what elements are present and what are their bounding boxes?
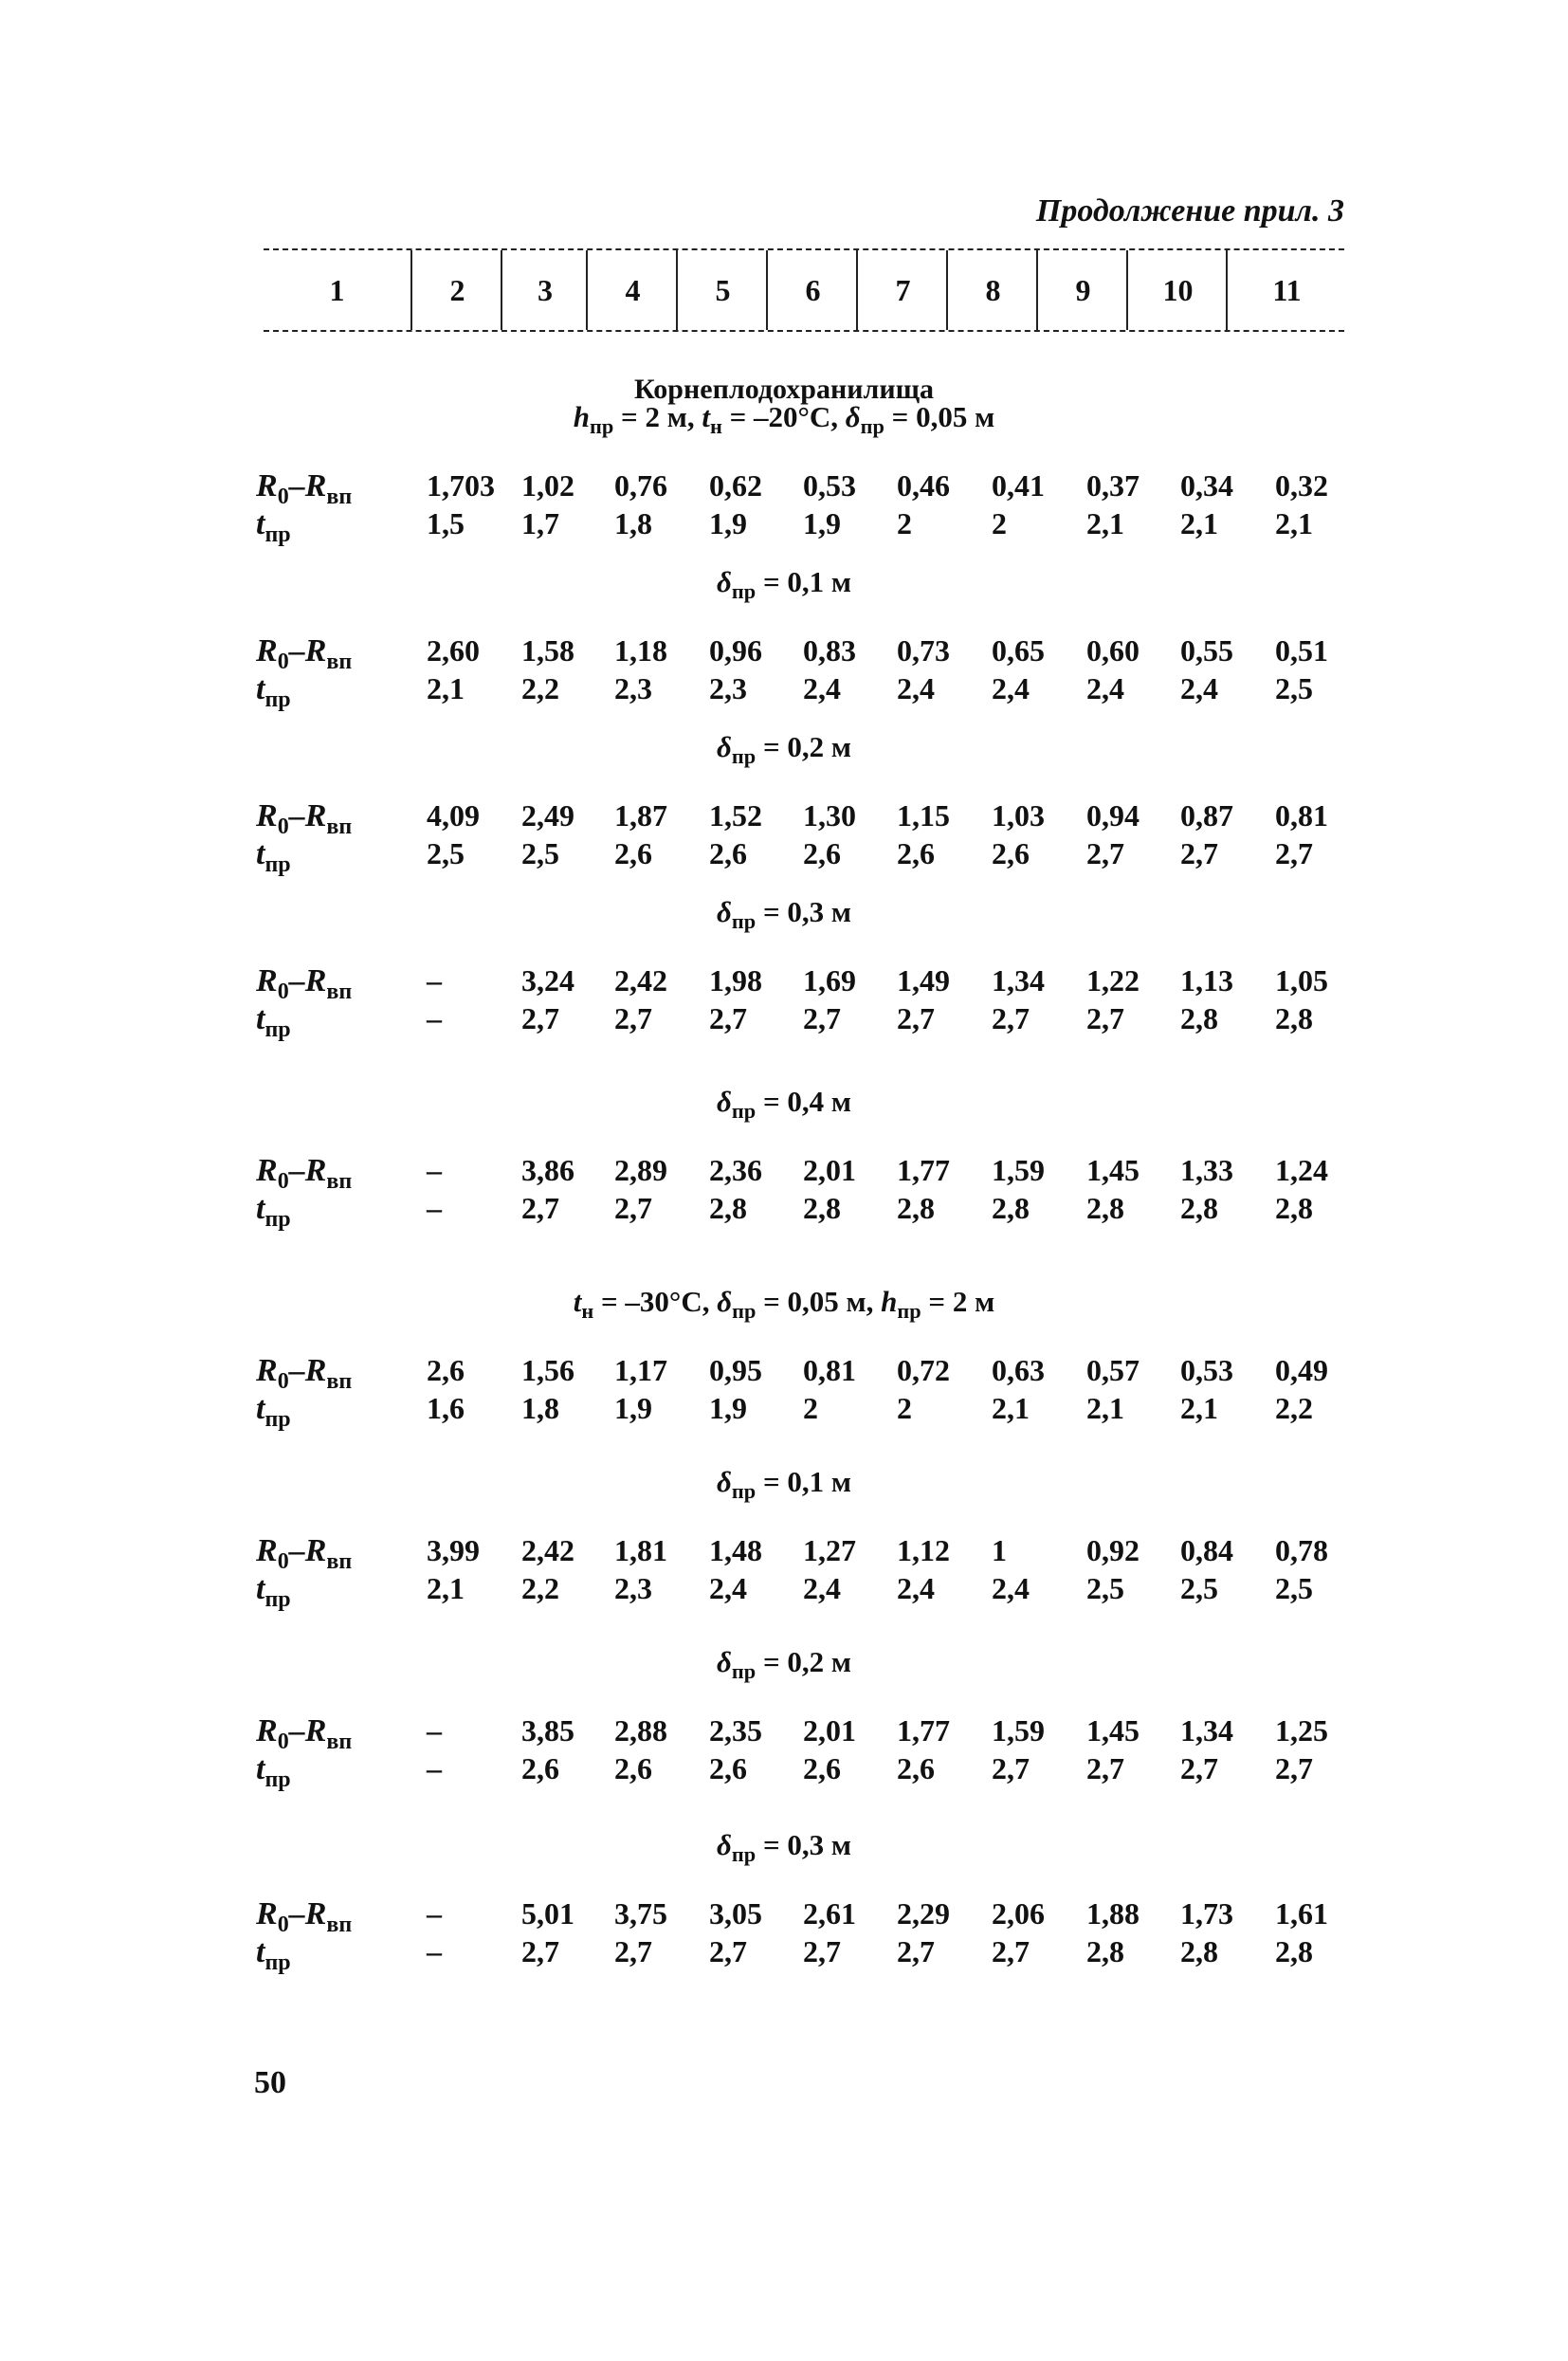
cell-value: 2,7 (521, 1934, 559, 1968)
cell-value: 2,1 (992, 1391, 1030, 1425)
cell-value: 2,8 (1275, 1191, 1313, 1225)
cell-value: 1,25 (1275, 1713, 1328, 1748)
cell-value: – (427, 1751, 442, 1785)
cell-value: 2,8 (709, 1191, 747, 1225)
cell-value: 1,34 (1180, 1713, 1233, 1748)
row-label-t-pr: $t_{пр}$ (256, 1391, 291, 1432)
cell-value: 0,32 (1275, 468, 1328, 503)
cell-value: 2,42 (521, 1533, 574, 1567)
condition-heading: $h_{пр} = 2$ м, $t_н = -20^\circ C$, $\delta_{пр} = 0,05$ м (573, 400, 995, 439)
cell-value: – (427, 1713, 442, 1748)
cell-value: – (427, 1153, 442, 1187)
cell-value: 2,89 (614, 1153, 667, 1187)
cell-value: 0,92 (1086, 1533, 1140, 1567)
row-label-r0-rvp: $R_0-R_{вп}$ (256, 1713, 353, 1754)
row-label-t-pr: $t_{пр}$ (256, 671, 291, 712)
table-row-t-pr (0, 671, 1568, 713)
cell-value: 2,1 (1180, 1391, 1218, 1425)
cell-value: 2,7 (1275, 1751, 1313, 1785)
cell-value: 2,6 (992, 836, 1030, 870)
table-row-r0-rvp (0, 468, 1568, 510)
row-label-r0-rvp: $R_0-R_{вп}$ (256, 1533, 353, 1574)
cell-value: 2,4 (992, 1571, 1030, 1605)
cell-value: 2,01 (803, 1713, 856, 1748)
cell-value: 1,5 (427, 506, 465, 540)
cell-value: 1,45 (1086, 1713, 1140, 1748)
condition-heading: $\delta_{пр} = 0,3$ м (717, 895, 851, 934)
row-label-r0-rvp: $R_0-R_{вп}$ (256, 468, 353, 509)
page-number: 50 (254, 2065, 286, 2100)
cell-value: 3,24 (521, 963, 574, 997)
cell-value: 2,29 (897, 1896, 950, 1931)
column-number-6: 6 (766, 250, 858, 330)
cell-value: 1,24 (1275, 1153, 1328, 1187)
cell-value: 2,2 (521, 1571, 559, 1605)
condition-heading: $\delta_{пр} = 0,1$ м (717, 1465, 851, 1504)
column-number-8: 8 (946, 250, 1038, 330)
cell-value: 1,18 (614, 633, 667, 668)
condition-heading: $\delta_{пр} = 0,3$ м (717, 1828, 851, 1867)
cell-value: 2,8 (1180, 1934, 1218, 1968)
cell-value: 0,55 (1180, 633, 1233, 668)
cell-value: 1,33 (1180, 1153, 1233, 1187)
table-row-t-pr (0, 1001, 1568, 1043)
row-label-t-pr: $t_{пр}$ (256, 836, 291, 877)
cell-value: 1,27 (803, 1533, 856, 1567)
cell-value: – (427, 963, 442, 997)
row-label-t-pr: $t_{пр}$ (256, 1751, 291, 1792)
cell-value: 1,77 (897, 1713, 950, 1748)
cell-value: – (427, 1896, 442, 1931)
condition-heading: $\delta_{пр} = 0,2$ м (717, 1645, 851, 1684)
cell-value: 1,98 (709, 963, 762, 997)
cell-value: 3,99 (427, 1533, 480, 1567)
cell-value: 2,5 (1086, 1571, 1124, 1605)
row-label-r0-rvp: $R_0-R_{вп}$ (256, 798, 353, 839)
cell-value: 2,4 (1086, 671, 1124, 705)
cell-value: 2,7 (992, 1934, 1030, 1968)
cell-value: 2,7 (992, 1001, 1030, 1035)
cell-value: 0,72 (897, 1353, 950, 1387)
cell-value: 5,01 (521, 1896, 574, 1931)
cell-value: 1,48 (709, 1533, 762, 1567)
cell-value: 1,30 (803, 798, 856, 833)
cell-value: 2,6 (897, 1751, 935, 1785)
cell-value: 0,76 (614, 468, 667, 503)
cell-value: 2,8 (803, 1191, 841, 1225)
cell-value: 2,7 (614, 1191, 652, 1225)
cell-value: 3,86 (521, 1153, 574, 1187)
cell-value: 0,87 (1180, 798, 1233, 833)
table-row-r0-rvp (0, 963, 1568, 1005)
cell-value: 2,6 (897, 836, 935, 870)
cell-value: 2,7 (1180, 1751, 1218, 1785)
row-label-r0-rvp: $R_0-R_{вп}$ (256, 1353, 353, 1394)
cell-value: 0,81 (803, 1353, 856, 1387)
cell-value: 2,6 (709, 836, 747, 870)
cell-value: 2,7 (1180, 836, 1218, 870)
cell-value: 1,05 (1275, 963, 1328, 997)
cell-value: 1,6 (427, 1391, 465, 1425)
cell-value: 1,61 (1275, 1896, 1328, 1931)
cell-value: 0,37 (1086, 468, 1140, 503)
table-row-t-pr (0, 506, 1568, 548)
column-number-11: 11 (1226, 250, 1346, 330)
cell-value: 2,6 (709, 1751, 747, 1785)
table-row-t-pr (0, 1571, 1568, 1613)
cell-value: 0,84 (1180, 1533, 1233, 1567)
table-row-r0-rvp (0, 1533, 1568, 1575)
cell-value: 2,6 (614, 836, 652, 870)
cell-value: 3,75 (614, 1896, 667, 1931)
table-row-r0-rvp (0, 633, 1568, 675)
cell-value: – (427, 1191, 442, 1225)
cell-value: 2 (803, 1391, 818, 1425)
cell-value: 1,13 (1180, 963, 1233, 997)
cell-value: 2,7 (992, 1751, 1030, 1785)
row-label-t-pr: $t_{пр}$ (256, 1934, 291, 1975)
column-number-10: 10 (1126, 250, 1228, 330)
cell-value: 0,34 (1180, 468, 1233, 503)
cell-value: 0,57 (1086, 1353, 1140, 1387)
cell-value: 1,59 (992, 1153, 1045, 1187)
cell-value: 1,703 (427, 468, 495, 503)
cell-value: 2,7 (1275, 836, 1313, 870)
cell-value: 2,7 (709, 1001, 747, 1035)
table-row-t-pr (0, 1751, 1568, 1793)
cell-value: 2,2 (1275, 1391, 1313, 1425)
table-row-r0-rvp (0, 1153, 1568, 1195)
cell-value: 2,7 (897, 1934, 935, 1968)
cell-value: 0,60 (1086, 633, 1140, 668)
cell-value: 2,7 (803, 1001, 841, 1035)
cell-value: 0,73 (897, 633, 950, 668)
cell-value: 2,1 (1180, 506, 1218, 540)
column-number-1: 1 (329, 273, 345, 307)
cell-value: 2,2 (521, 671, 559, 705)
cell-value: 2,7 (1086, 1001, 1124, 1035)
table-row-t-pr (0, 1191, 1568, 1233)
cell-value: 1,73 (1180, 1896, 1233, 1931)
cell-value: 0,63 (992, 1353, 1045, 1387)
cell-value: 2,88 (614, 1713, 667, 1748)
cell-value: 2,3 (614, 1571, 652, 1605)
cell-value: 2,6 (803, 836, 841, 870)
cell-value: 2,5 (1275, 1571, 1313, 1605)
column-number-9: 9 (1036, 250, 1128, 330)
cell-value: 1,77 (897, 1153, 950, 1187)
cell-value: 1,59 (992, 1713, 1045, 1748)
cell-value: 2,36 (709, 1153, 762, 1187)
cell-value: 1,7 (521, 506, 559, 540)
cell-value: 1,45 (1086, 1153, 1140, 1187)
cell-value: 0,83 (803, 633, 856, 668)
row-label-r0-rvp: $R_0-R_{вп}$ (256, 1153, 353, 1194)
table-row-r0-rvp (0, 798, 1568, 840)
cell-value: 2,35 (709, 1713, 762, 1748)
cell-value: 1,15 (897, 798, 950, 833)
cell-value: 2,4 (992, 671, 1030, 705)
cell-value: 2,6 (521, 1751, 559, 1785)
cell-value: 2,4 (1180, 671, 1218, 705)
cell-value: 1,56 (521, 1353, 574, 1387)
cell-value: 2,1 (427, 671, 465, 705)
section-title: Корнеплодохранилища (634, 374, 934, 405)
cell-value: 2,5 (521, 836, 559, 870)
cell-value: 1,49 (897, 963, 950, 997)
cell-value: 2 (897, 506, 912, 540)
cell-value: 2,3 (709, 671, 747, 705)
cell-value: 1,03 (992, 798, 1045, 833)
cell-value: 1,81 (614, 1533, 667, 1567)
cell-value: 2,7 (1086, 1751, 1124, 1785)
cell-value: 2,7 (1086, 836, 1124, 870)
row-label-r0-rvp: $R_0-R_{вп}$ (256, 963, 353, 1004)
cell-value: 0,95 (709, 1353, 762, 1387)
cell-value: 0,65 (992, 633, 1045, 668)
cell-value: 2 (992, 506, 1007, 540)
cell-value: 2,6 (803, 1751, 841, 1785)
cell-value: 2,7 (521, 1191, 559, 1225)
cell-value: 1,58 (521, 633, 574, 668)
cell-value: 2,8 (1180, 1191, 1218, 1225)
row-label-t-pr: $t_{пр}$ (256, 1571, 291, 1612)
cell-value: 0,53 (1180, 1353, 1233, 1387)
table-row-t-pr (0, 1391, 1568, 1433)
cell-value: 1,9 (614, 1391, 652, 1425)
cell-value: 2,8 (1086, 1934, 1124, 1968)
cell-value: 2,4 (897, 1571, 935, 1605)
cell-value: 1,9 (709, 1391, 747, 1425)
cell-value: 0,62 (709, 468, 762, 503)
cell-value: 2,7 (614, 1001, 652, 1035)
cell-value: 2,60 (427, 633, 480, 668)
cell-value: 2,49 (521, 798, 574, 833)
cell-value: 0,51 (1275, 633, 1328, 668)
cell-value: 1,9 (709, 506, 747, 540)
cell-value: 2,01 (803, 1153, 856, 1187)
cell-value: 2,4 (803, 1571, 841, 1605)
cell-value: 2,5 (1275, 671, 1313, 705)
cell-value: 2,8 (1275, 1001, 1313, 1035)
cell-value: 1 (992, 1533, 1007, 1567)
cell-value: 0,94 (1086, 798, 1140, 833)
cell-value: 3,05 (709, 1896, 762, 1931)
cell-value: 2,1 (1275, 506, 1313, 540)
table-row-r0-rvp (0, 1896, 1568, 1938)
cell-value: 2,4 (709, 1571, 747, 1605)
cell-value: 2,8 (897, 1191, 935, 1225)
continuation-note: Продолжение прил. 3 (1035, 193, 1344, 229)
cell-value: 2,4 (803, 671, 841, 705)
cell-value: 2,7 (614, 1934, 652, 1968)
cell-value: 0,46 (897, 468, 950, 503)
row-label-r0-rvp: $R_0-R_{вп}$ (256, 633, 353, 674)
table-row-r0-rvp (0, 1713, 1568, 1755)
cell-value: 1,88 (1086, 1896, 1140, 1931)
row-label-t-pr: $t_{пр}$ (256, 1191, 291, 1232)
cell-value: 2 (897, 1391, 912, 1425)
table-row-t-pr (0, 836, 1568, 878)
cell-value: 2,6 (614, 1751, 652, 1785)
cell-value: 2,8 (992, 1191, 1030, 1225)
cell-value: – (427, 1001, 442, 1035)
cell-value: 2,1 (427, 1571, 465, 1605)
row-label-r0-rvp: $R_0-R_{вп}$ (256, 1896, 353, 1937)
cell-value: 2,61 (803, 1896, 856, 1931)
column-number-5: 5 (676, 250, 768, 330)
cell-value: 1,22 (1086, 963, 1140, 997)
cell-value: 1,02 (521, 468, 574, 503)
cell-value: 1,52 (709, 798, 762, 833)
cell-value: 2,1 (1086, 1391, 1124, 1425)
table-row-t-pr (0, 1934, 1568, 1976)
cell-value: 0,49 (1275, 1353, 1328, 1387)
row-label-t-pr: $t_{пр}$ (256, 1001, 291, 1042)
cell-value: 1,9 (803, 506, 841, 540)
column-number-header (264, 248, 1344, 332)
cell-value: 2,8 (1275, 1934, 1313, 1968)
cell-value: 2,5 (427, 836, 465, 870)
cell-value: 2,7 (803, 1934, 841, 1968)
condition-heading: $\delta_{пр} = 0,1$ м (717, 565, 851, 604)
cell-value: 3,85 (521, 1713, 574, 1748)
cell-value: 2,42 (614, 963, 667, 997)
cell-value: 1,69 (803, 963, 856, 997)
column-number-7: 7 (856, 250, 948, 330)
cell-value: 2,1 (1086, 506, 1124, 540)
cell-value: 1,34 (992, 963, 1045, 997)
table-row-r0-rvp (0, 1353, 1568, 1395)
cell-value: 2,3 (614, 671, 652, 705)
column-number-3: 3 (501, 250, 588, 330)
cell-value: 0,96 (709, 633, 762, 668)
cell-value: 2,4 (897, 671, 935, 705)
cell-value: 2,8 (1180, 1001, 1218, 1035)
cell-value: 1,8 (521, 1391, 559, 1425)
cell-value: 2,7 (897, 1001, 935, 1035)
cell-value: 2,8 (1086, 1191, 1124, 1225)
column-number-4: 4 (586, 250, 678, 330)
cell-value: 0,81 (1275, 798, 1328, 833)
cell-value: 2,5 (1180, 1571, 1218, 1605)
cell-value: 1,8 (614, 506, 652, 540)
cell-value: 0,41 (992, 468, 1045, 503)
cell-value: 1,17 (614, 1353, 667, 1387)
cell-value: 1,12 (897, 1533, 950, 1567)
row-label-t-pr: $t_{пр}$ (256, 506, 291, 547)
cell-value: 2,6 (427, 1353, 465, 1387)
cell-value: 1,87 (614, 798, 667, 833)
column-number-2: 2 (410, 250, 502, 330)
cell-value: 0,78 (1275, 1533, 1328, 1567)
condition-heading: $\delta_{пр} = 0,2$ м (717, 730, 851, 769)
cell-value: 0,53 (803, 468, 856, 503)
cell-value: 2,7 (521, 1001, 559, 1035)
cell-value: 4,09 (427, 798, 480, 833)
cell-value: 2,7 (709, 1934, 747, 1968)
cell-value: 2,06 (992, 1896, 1045, 1931)
condition-heading: $t_н = -30^\circ C$, $\delta_{пр} = 0,05$ м, $h_{пр} = 2$ м (573, 1285, 995, 1324)
cell-value: – (427, 1934, 442, 1968)
condition-heading: $\delta_{пр} = 0,4$ м (717, 1085, 851, 1124)
